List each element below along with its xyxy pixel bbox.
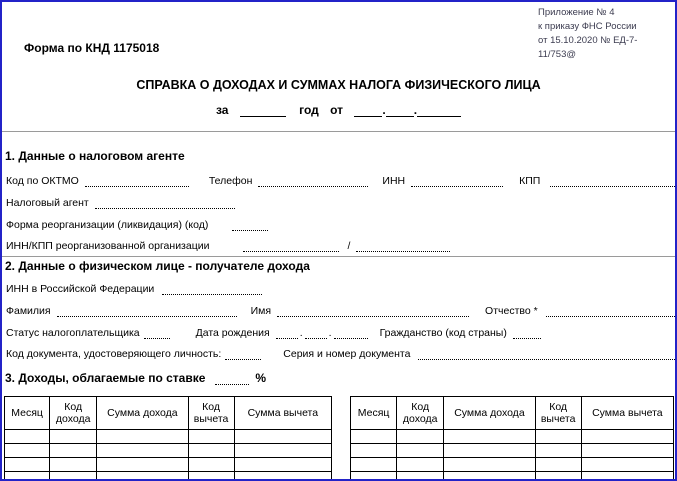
- doc-code-label: Код документа, удостоверяющего личность:: [6, 348, 222, 360]
- reorg-inn-field[interactable]: [243, 239, 339, 252]
- middlename-label: Отчество *: [485, 305, 538, 317]
- cell-deduction-sum[interactable]: [581, 458, 673, 472]
- birth-day-field[interactable]: [276, 326, 298, 339]
- table-row: [351, 472, 674, 481]
- reorg-innkpp-row: [6, 239, 675, 252]
- innkpp-slash: /: [347, 240, 351, 252]
- cell-month[interactable]: [351, 458, 397, 472]
- cell-deduction-code[interactable]: [535, 472, 581, 481]
- cell-income-code[interactable]: [397, 430, 444, 444]
- oktmo-field[interactable]: [85, 174, 189, 187]
- section-divider: [2, 256, 675, 257]
- cell-deduction-sum[interactable]: [234, 472, 331, 481]
- cell-deduction-code[interactable]: [535, 458, 581, 472]
- inn-field[interactable]: [411, 174, 503, 187]
- cell-deduction-code[interactable]: [188, 444, 234, 458]
- table-row: [5, 472, 332, 481]
- reorg-form-label: Форма реорганизации (ликвидация) (код): [6, 219, 209, 231]
- doc-code-field[interactable]: [225, 347, 261, 360]
- cell-income-code[interactable]: [397, 458, 444, 472]
- firstname-label: Имя: [250, 305, 272, 317]
- appendix-line: Приложение № 4: [538, 7, 615, 18]
- status-label: Статус налогоплательщика: [6, 327, 140, 339]
- cell-month[interactable]: [351, 444, 397, 458]
- cell-month[interactable]: [5, 430, 50, 444]
- cell-income-code[interactable]: [397, 444, 444, 458]
- reorg-kpp-field[interactable]: [356, 239, 450, 252]
- citizenship-field[interactable]: [513, 326, 541, 339]
- cell-income-code[interactable]: [50, 430, 97, 444]
- reorg-form-row: [6, 218, 675, 231]
- firstname-field[interactable]: [277, 304, 469, 317]
- table-row: [351, 458, 674, 472]
- cell-deduction-code[interactable]: [188, 458, 234, 472]
- document-title: СПРАВКА О ДОХОДАХ И СУММАХ НАЛОГА ФИЗИЧЕСКОГО ЛИЦА: [136, 78, 541, 92]
- col-month: Месяц: [351, 397, 397, 430]
- section3-heading: 3. Доходы, облагаемые по ставке: [5, 371, 206, 385]
- percent-sign: %: [255, 371, 267, 385]
- inn-rf-field[interactable]: [162, 282, 262, 295]
- table-header-row: [5, 397, 332, 430]
- appendix-line: от 15.10.2020 № ЕД-7-11/753@: [538, 35, 638, 60]
- inn-rf-label: ИНН в Российской Федерации: [6, 283, 155, 295]
- date-month-field[interactable]: [386, 104, 414, 117]
- agent-field[interactable]: [95, 196, 235, 209]
- period-za-label: за: [215, 103, 229, 117]
- cell-deduction-sum[interactable]: [234, 430, 331, 444]
- cell-month[interactable]: [351, 472, 397, 481]
- table-row: [351, 430, 674, 444]
- reorg-form-field[interactable]: [232, 218, 268, 231]
- table-row: [5, 444, 332, 458]
- period-line: [2, 103, 675, 117]
- kpp-label: КПП: [519, 175, 541, 187]
- table-row: [5, 430, 332, 444]
- cell-deduction-code[interactable]: [188, 472, 234, 481]
- cell-income-sum[interactable]: [444, 430, 535, 444]
- cell-income-sum[interactable]: [444, 444, 535, 458]
- section2-heading: 2. Данные о физическом лице - получателе дохода: [5, 259, 310, 273]
- cell-month[interactable]: [5, 472, 50, 481]
- agent-name-row: [6, 196, 675, 209]
- birthdate-dot: .: [328, 327, 332, 339]
- cell-income-sum[interactable]: [97, 444, 188, 458]
- cell-deduction-code[interactable]: [188, 430, 234, 444]
- period-god-label: год: [299, 103, 319, 117]
- date-year-field[interactable]: [417, 104, 461, 117]
- table-header-row: [351, 397, 674, 430]
- agent-label: Налоговый агент: [6, 197, 89, 209]
- cell-income-sum[interactable]: [444, 458, 535, 472]
- income-table-right: [350, 396, 674, 481]
- cell-income-code[interactable]: [397, 472, 444, 481]
- col-income-sum: Сумма дохода: [97, 397, 188, 430]
- lastname-field[interactable]: [57, 304, 237, 317]
- col-deduction-sum: Сумма вычета: [581, 397, 673, 430]
- cell-deduction-sum[interactable]: [581, 430, 673, 444]
- phone-label: Телефон: [208, 175, 253, 187]
- col-income-code: Код дохода: [397, 397, 444, 430]
- oktmo-label: Код по ОКТМО: [6, 175, 79, 187]
- cell-deduction-sum[interactable]: [234, 444, 331, 458]
- appendix-line: к приказу ФНС России: [538, 21, 637, 32]
- table-row: [351, 444, 674, 458]
- middlename-field[interactable]: [546, 304, 675, 317]
- cell-deduction-sum[interactable]: [581, 444, 673, 458]
- appendix-reference: [538, 6, 675, 62]
- birth-year-field[interactable]: [334, 326, 368, 339]
- person-status-row: [6, 326, 675, 339]
- date-day-field[interactable]: [354, 104, 382, 117]
- person-document-row: [6, 347, 675, 360]
- cell-income-sum[interactable]: [97, 472, 188, 481]
- income-table-left: [4, 396, 332, 481]
- agent-codes-row: [6, 174, 675, 187]
- person-inn-row: [6, 282, 675, 295]
- doc-series-label: Серия и номер документа: [283, 348, 411, 360]
- kpp-field[interactable]: [550, 174, 675, 187]
- col-month: Месяц: [5, 397, 50, 430]
- cell-income-sum[interactable]: [444, 472, 535, 481]
- doc-series-field[interactable]: [418, 347, 675, 360]
- cell-deduction-sum[interactable]: [581, 472, 673, 481]
- cell-month[interactable]: [5, 458, 50, 472]
- col-deduction-sum: Сумма вычета: [234, 397, 331, 430]
- section3-heading-row: [5, 371, 675, 385]
- period-ot-label: от: [330, 103, 344, 117]
- date-separator: .: [382, 103, 386, 117]
- cell-deduction-code[interactable]: [535, 444, 581, 458]
- section1-heading: 1. Данные о налоговом агенте: [5, 149, 185, 163]
- col-deduction-code: Код вычета: [188, 397, 234, 430]
- person-name-row: [6, 304, 675, 317]
- col-income-code: Код дохода: [50, 397, 97, 430]
- birthdate-label: Дата рождения: [195, 327, 270, 339]
- cell-month[interactable]: [351, 430, 397, 444]
- inn-label: ИНН: [382, 175, 406, 187]
- form-code-label: Форма по КНД 1175018: [24, 41, 160, 55]
- phone-field[interactable]: [258, 174, 368, 187]
- reorg-innkpp-label: ИНН/КПП реорганизованной организации: [6, 240, 210, 252]
- tax-rate-field[interactable]: [215, 372, 249, 385]
- cell-deduction-sum[interactable]: [234, 458, 331, 472]
- cell-deduction-code[interactable]: [535, 430, 581, 444]
- date-separator: .: [413, 103, 418, 117]
- cell-month[interactable]: [5, 444, 50, 458]
- cell-income-sum[interactable]: [97, 430, 188, 444]
- col-deduction-code: Код вычета: [535, 397, 581, 430]
- year-field[interactable]: [240, 104, 286, 117]
- cell-income-code[interactable]: [50, 458, 97, 472]
- birthdate-dot: .: [299, 327, 303, 339]
- cell-income-sum[interactable]: [97, 458, 188, 472]
- status-field[interactable]: [144, 326, 170, 339]
- cell-income-code[interactable]: [50, 444, 97, 458]
- lastname-label: Фамилия: [6, 305, 51, 317]
- col-income-sum: Сумма дохода: [444, 397, 535, 430]
- cell-income-code[interactable]: [50, 472, 97, 481]
- birth-month-field[interactable]: [305, 326, 327, 339]
- citizenship-label: Гражданство (код страны): [379, 327, 507, 339]
- section-divider: [2, 131, 675, 132]
- table-row: [5, 458, 332, 472]
